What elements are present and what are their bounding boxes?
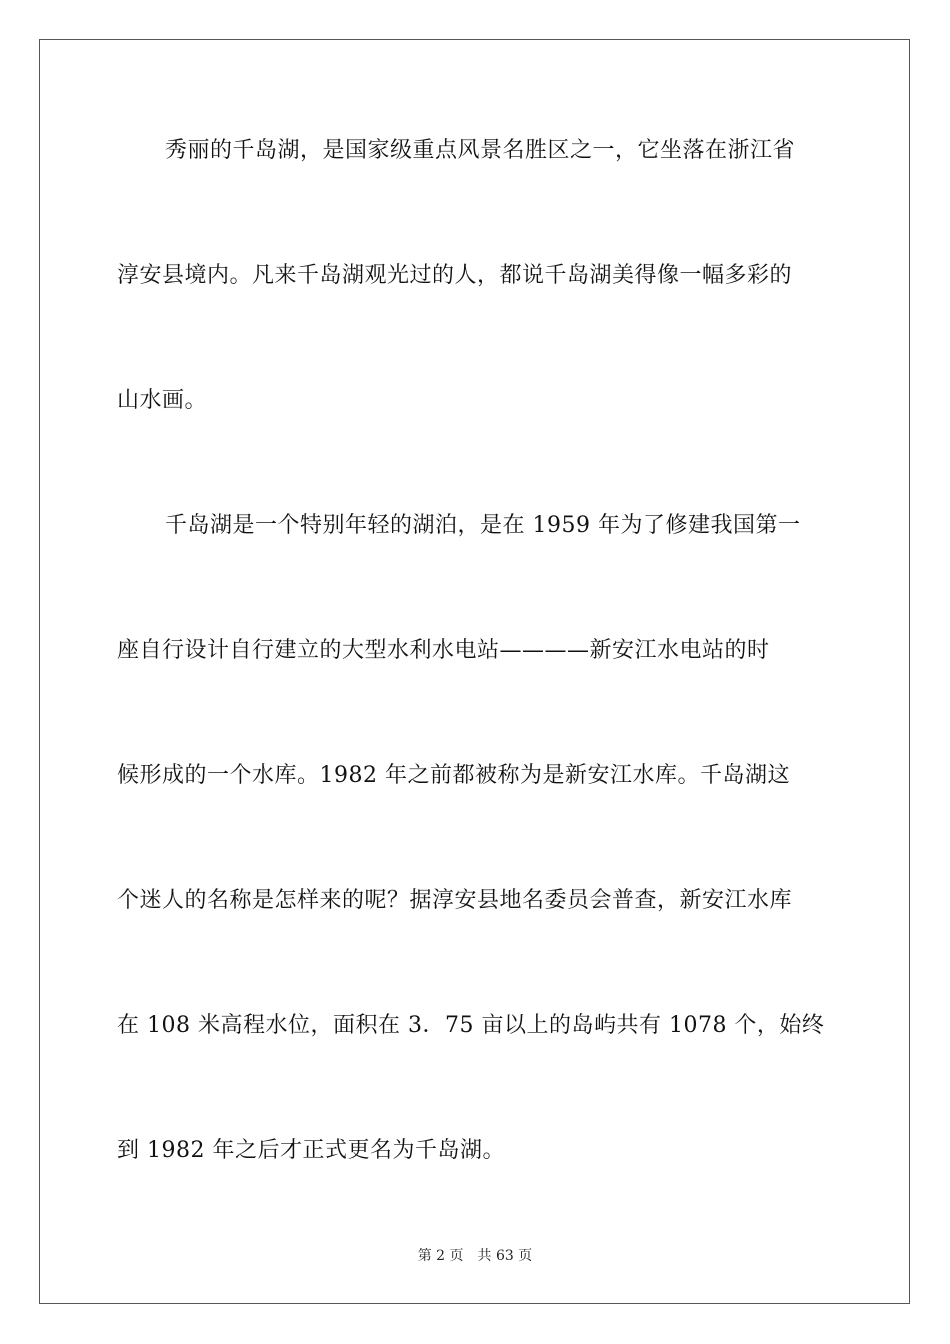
page-footer xyxy=(0,1247,950,1265)
paragraph-1-line-3: 山水画。 xyxy=(117,388,208,413)
paragraph-2-line-5: 在 108 米高程水位，面积在 3．75 亩以上的岛屿共有 1078 个，始终 xyxy=(117,1013,825,1038)
paragraph-2-line-4: 个迷人的名称是怎样来的呢？据淳安县地名委员会普查，新安江水库 xyxy=(117,888,793,913)
page-total: 共 63 页 xyxy=(477,1248,533,1264)
page-frame xyxy=(39,39,910,1304)
paragraph-2-line-2: 座自行设计自行建立的大型水利水电站————新安江水电站的时 xyxy=(117,638,770,663)
paragraph-1-line-1: 秀丽的千岛湖，是国家级重点风景名胜区之一，它坐落在浙江省 xyxy=(165,138,796,163)
paragraph-1-line-2: 淳安县境内。凡来千岛湖观光过的人，都说千岛湖美得像一幅多彩的 xyxy=(117,263,793,288)
paragraph-2-line-6: 到 1982 年之后才正式更名为千岛湖。 xyxy=(117,1138,505,1163)
page-number: 第 2 页 xyxy=(417,1248,464,1264)
paragraph-2-line-3: 候形成的一个水库。1982 年之前都被称为是新安江水库。千岛湖这 xyxy=(117,763,790,788)
paragraph-2-line-1: 千岛湖是一个特别年轻的湖泊，是在 1959 年为了修建我国第一 xyxy=(165,513,801,538)
